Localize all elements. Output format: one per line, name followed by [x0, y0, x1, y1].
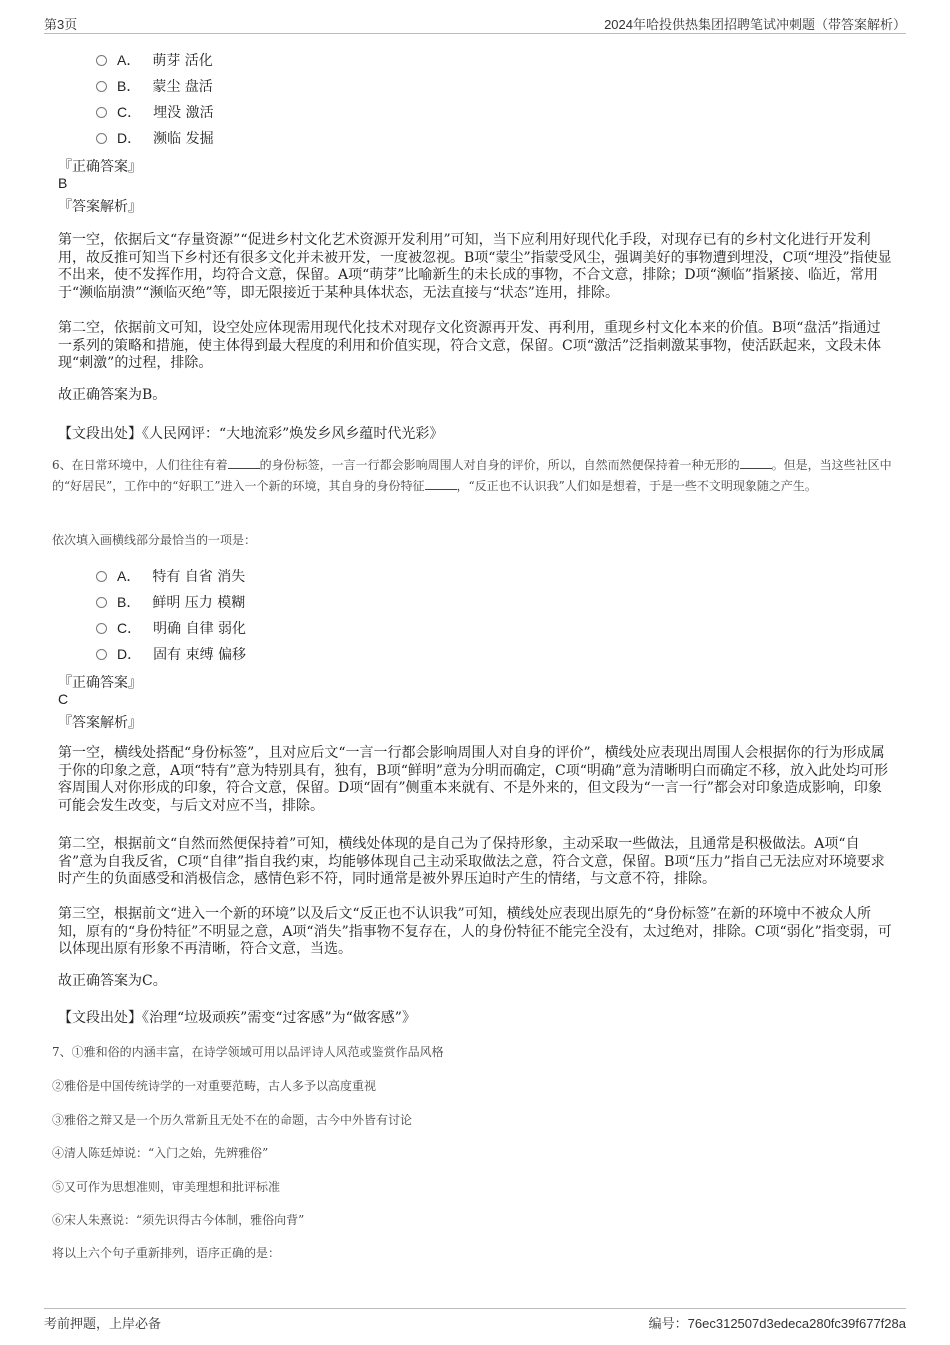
q6-source: 【文段出处】《治理“垃圾顽疾”需变“过客感”为“做客感”》 [58, 1010, 416, 1026]
q6-prompt: 依次填入画横线部分最恰当的一项是： [52, 533, 257, 547]
fill-blank [425, 477, 457, 490]
q6-answer: C [58, 691, 69, 707]
q7-line-6: ⑥宋人朱熹说：“须先识得古今体制，雅俗向背” [52, 1213, 305, 1227]
q7-line-1: 7、①雅和俗的内涵丰富，在诗学领域可用以品评诗人风范或鉴赏作品风格 [52, 1045, 444, 1059]
q7-line-2: ②雅俗是中国传统诗学的一对重要范畴，古人多予以高度重视 [52, 1079, 377, 1093]
q6-option-d[interactable]: D． 固有 束缚 偏移 [96, 644, 246, 664]
q6-conclusion: 故正确答案为C。 [58, 973, 167, 989]
q6-option-c[interactable]: C． 明确 自律 弱化 [96, 618, 246, 638]
q6-analysis-p2: 第二空，根据前文“自然而然便保持着”可知，横线处体现的是自己为了保持形象，主动采取一些做法，且通常是积极做法。A项“自省”意为自我反省，C项“自律”指自我约束，均能够体现自己主动采取做法之意，符合文意，保留。B项“压力”指自己无法应对环境要求时产生的负面感受和消极信念，感情色彩不符，同时通常是被外界压迫时产生的情绪，与文意不符，排除。 [58, 836, 885, 888]
q5-analysis-p1: 第一空，依据后文“存量资源”“促进乡村文化艺术资源开发利用”可知，当下应利用好现代化手段，对现存已有的乡村文化进行开发利用，故反推可知当下乡村还有很多文化并未被开发，一度被忽视。B项“蒙尘”指蒙受风尘，强调美好的事物遭到埋没，C项“埋没”指使显不出来，使不发挥作用，均符合文意，保留。A项“萌芽”比喻新生的未长成的事物，不合文意，排除；D项“濒临”指紧接、临近，常用于“濒临崩溃”“濒临灭绝”等，即无限接近于某种具体状态，无法直接与“状态”连用，排除。 [58, 232, 892, 301]
radio-icon[interactable] [96, 623, 107, 634]
radio-icon[interactable] [96, 107, 107, 118]
q5-option-c[interactable]: C． 埋没 激活 [96, 102, 214, 122]
radio-icon[interactable] [96, 55, 107, 66]
page-number: 第3页 [44, 17, 78, 32]
fill-blank [740, 456, 772, 469]
radio-icon[interactable] [96, 649, 107, 660]
radio-icon[interactable] [96, 571, 107, 582]
q5-answer-label: 『正确答案』 [58, 159, 142, 175]
q5-analysis-p2: 第二空，依据前文可知，设空处应体现需用现代化技术对现存文化资源再开发、再利用，重现乡村文化本来的价值。B项“盘活”指通过一系列的策略和措施，使主体得到最大程度的利用和价值实现，符合文意，保留。C项“激活”泛指刺激某事物，使活跃起来，文段未体现“刺激”的过程，排除。 [58, 320, 882, 372]
q6-analysis-label: 『答案解析』 [58, 715, 142, 731]
q6-stem: 6、在日常环境中，人们往往有着 的身份标签，一言一行都会影响周围人对自身的评价，所以，自然而然便保持着一种无形的 。但是，当这些社区中的“好居民”，工作中的“好职工”进入一个新的环境，其自身的身份特征 ，“反正也不认识我”人们如是想着，于是一些不文明现象随之产生。 [52, 458, 892, 493]
footer-divider [44, 1308, 906, 1309]
q6-option-a[interactable]: A． 特有 自省 消失 [96, 566, 245, 586]
radio-icon[interactable] [96, 81, 107, 92]
radio-icon[interactable] [96, 133, 107, 144]
q7-line-5: ⑤又可作为思想准则，审美理想和批评标准 [52, 1180, 281, 1194]
fill-blank [228, 456, 260, 469]
document-title: 2024年哈投供热集团招聘笔试冲刺题（带答案解析） [604, 17, 906, 32]
header-divider [44, 33, 906, 34]
q5-source: 【文段出处】《人民网评：“大地流彩”焕发乡风乡蕴时代光彩》 [58, 426, 444, 442]
radio-icon[interactable] [96, 597, 107, 608]
q5-option-d[interactable]: D． 濒临 发掘 [96, 128, 214, 148]
q7-line-4: ④清人陈廷焯说：“入门之始，先辨雅俗” [52, 1146, 269, 1160]
footer-code: 编号：76ec312507d3edeca280fc39f677f28a [648, 1316, 906, 1332]
q6-analysis-p1: 第一空，横线处搭配“身份标签”，且对应后文“一言一行都会影响周围人对自身的评价”，横线处应表现出周围人会根据你的行为形成属于你的印象之意，A项“特有”意为特别具有，独有，B项“鲜明”意为分明而确定，C项“明确”意为清晰明白而确定不移，放入此处均可形容周围人对你形成的印象，符合文意，保留。D项“固有”侧重本来就有、不是外来的，但文段为“一言一行”都会对印象造成影响，印象可能会发生改变，与后文对应不当，排除。 [58, 745, 889, 814]
q5-analysis-label: 『答案解析』 [58, 199, 142, 215]
q5-option-a[interactable]: A． 萌芽 活化 [96, 50, 213, 70]
q6-option-b[interactable]: B． 鲜明 压力 模糊 [96, 592, 245, 612]
q5-option-b[interactable]: B． 蒙尘 盘活 [96, 76, 213, 96]
footer-slogan: 考前押题，上岸必备 [44, 1317, 162, 1332]
q6-answer-label: 『正确答案』 [58, 675, 142, 691]
q7-line-3: ③雅俗之辩又是一个历久常新且无处不在的命题，古今中外皆有讨论 [52, 1113, 413, 1127]
q6-analysis-p3: 第三空，根据前文“进入一个新的环境”以及后文“反正也不认识我”可知，横线处应表现出原先的“身份标签”在新的环境中不被众人所知，原有的“身份特征”不明显之意，A项“消失”指事物不复存在，人的身份特征不能完全没有，太过绝对，排除。C项“弱化”指变弱，可以体现出原有形象不再清晰，符合文意，当选。 [58, 906, 892, 958]
q5-answer: B [58, 175, 68, 191]
q5-conclusion: 故正确答案为B。 [58, 387, 167, 403]
q7-prompt: 将以上六个句子重新排列，语序正确的是： [52, 1246, 281, 1260]
